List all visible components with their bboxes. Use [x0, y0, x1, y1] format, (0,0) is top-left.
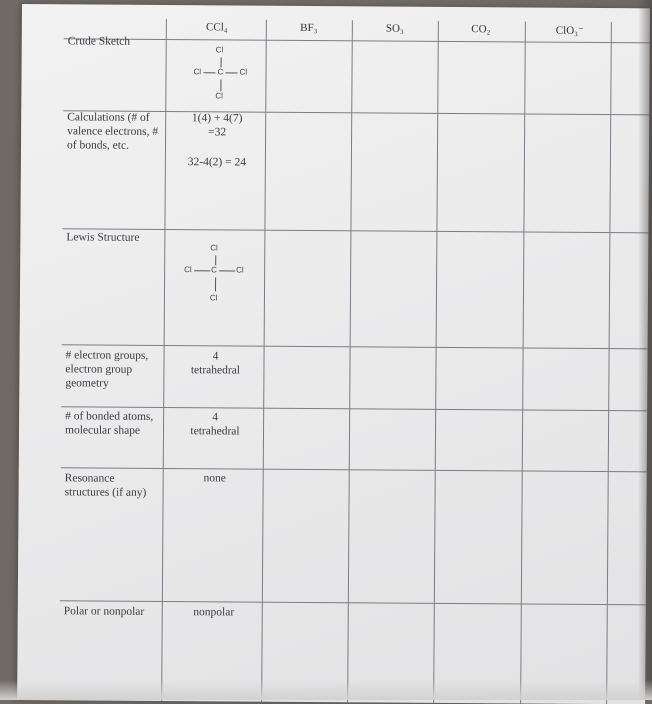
lewis-bond-left	[194, 270, 210, 271]
header-ccl4: CCl₄	[192, 21, 242, 33]
ccl4-polarity: nonpolar	[166, 605, 262, 620]
header-clo3: ClO₃⁻	[545, 24, 595, 37]
col-divider-so3	[433, 21, 439, 703]
header-bf3: BF₃	[284, 22, 334, 34]
lewis-cl-bottom: Cl	[210, 293, 218, 302]
atom-c-center: C	[217, 67, 223, 76]
atom-cl-right: Cl	[239, 68, 247, 77]
bond-top	[221, 57, 222, 67]
col-divider-co2	[520, 22, 526, 704]
label-electron-groups: # electron groups, electron group geometry	[65, 348, 161, 391]
header-so3: SO₃	[370, 22, 420, 34]
page-shadow-right	[638, 0, 652, 700]
lewis-bond-bottom	[215, 277, 216, 291]
worksheet-paper	[17, 4, 650, 704]
ccl4-molecular-shape: tetrahedral	[167, 424, 263, 439]
bond-left	[204, 72, 216, 73]
ccl4-calc-line3: 32-4(2) = 24	[169, 155, 265, 170]
atom-cl-bottom: Cl	[215, 91, 223, 100]
lewis-cl-right: Cl	[236, 266, 244, 275]
header-co2: CO₂	[456, 23, 506, 35]
col-divider-bf3	[347, 20, 353, 702]
page-shadow-bottom	[0, 680, 652, 700]
lewis-bond-right	[219, 270, 235, 271]
lewis-bond-top	[215, 255, 216, 265]
label-crude-sketch: Crude Sketch	[68, 34, 163, 49]
ccl4-crude-sketch	[22, 4, 650, 8]
atom-cl-left: Cl	[194, 67, 202, 76]
label-calculations: Calculations (# of valence electrons, # of bonds, etc.	[67, 110, 165, 153]
ccl4-electron-geometry: tetrahedral	[167, 363, 263, 378]
lewis-cl-left: Cl	[184, 265, 192, 274]
atom-cl-top: Cl	[216, 45, 224, 54]
lewis-c-center: C	[211, 265, 217, 274]
label-resonance: Resonance structures (if any)	[65, 471, 161, 500]
label-polarity: Polar or nonpolar	[64, 604, 162, 619]
ccl4-bonded-atom-count: 4	[167, 410, 263, 425]
col-divider-clo3	[606, 22, 612, 704]
bond-right	[226, 72, 238, 73]
ccl4-calc-line1: 1(4) + 4(7)	[169, 111, 265, 126]
ccl4-electron-group-count: 4	[167, 349, 263, 364]
bond-bottom	[220, 79, 221, 91]
label-bonded-atoms: # of bonded atoms, molecular shape	[65, 409, 165, 438]
lewis-cl-top: Cl	[210, 243, 218, 252]
label-lewis: Lewis Structure	[66, 230, 161, 245]
ccl4-lewis-structure	[22, 4, 650, 8]
ccl4-resonance: none	[167, 471, 263, 486]
ccl4-calc-line2: =32	[169, 125, 265, 140]
